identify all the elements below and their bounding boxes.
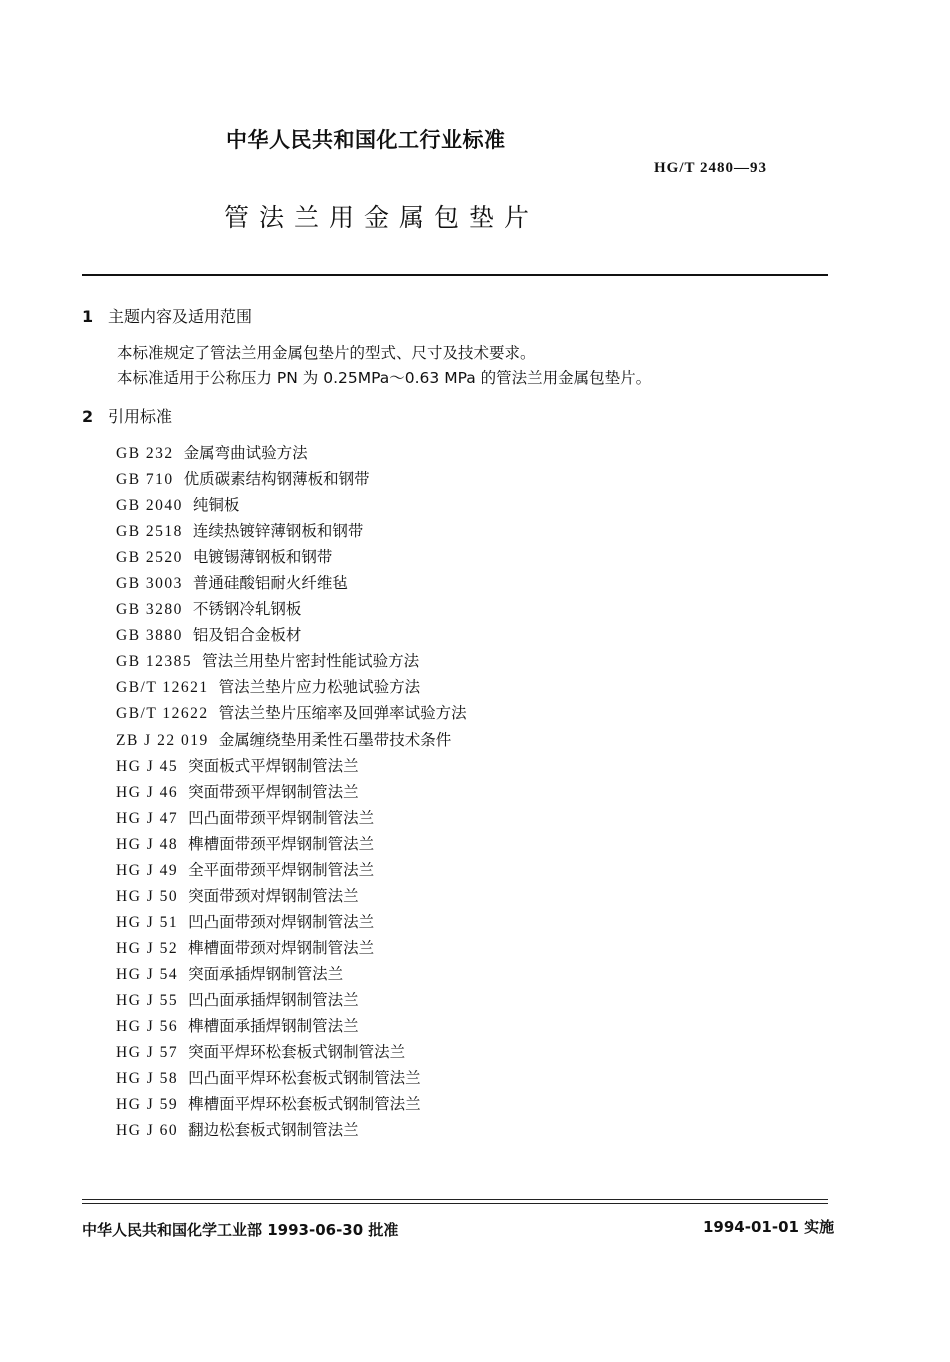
reference-code: HG J 47 xyxy=(116,809,179,827)
reference-title: 突面带颈平焊钢制管法兰 xyxy=(188,782,359,801)
reference-title: 管法兰垫片应力松驰试验方法 xyxy=(218,678,421,697)
reference-code: GB 3880 xyxy=(116,627,183,645)
reference-code: HG J 50 xyxy=(116,887,179,905)
reference-title: 不锈钢冷轧钢板 xyxy=(192,600,302,619)
reference-item xyxy=(116,909,467,935)
reference-title: 全平面带颈平焊钢制管法兰 xyxy=(188,860,375,879)
reference-code: GB/T 12622 xyxy=(116,705,209,723)
reference-item xyxy=(116,518,467,544)
reference-title: 管法兰垫片压缩率及回弹率试验方法 xyxy=(218,704,467,723)
reference-item xyxy=(116,492,467,518)
reference-code: GB 2040 xyxy=(116,497,183,515)
top-divider xyxy=(82,274,828,276)
reference-title: 凹凸面带颈对焊钢制管法兰 xyxy=(188,912,375,931)
reference-title: 连续热镀锌薄钢板和钢带 xyxy=(192,522,364,541)
reference-title: 凹凸面平焊环松套板式钢制管法兰 xyxy=(188,1069,421,1088)
reference-item xyxy=(116,961,467,987)
reference-code: HG J 59 xyxy=(116,1096,179,1114)
reference-code: HG J 52 xyxy=(116,939,179,957)
reference-title: 翻边松套板式钢制管法兰 xyxy=(188,1121,359,1140)
reference-item xyxy=(116,935,467,961)
reference-item xyxy=(116,622,467,648)
approval-line: 中华人民共和国化学工业部 1993-06-30 批准 xyxy=(82,1221,399,1239)
reference-title: 凹凸面带颈平焊钢制管法兰 xyxy=(188,808,375,827)
reference-title: 突面板式平焊钢制管法兰 xyxy=(188,756,359,775)
reference-item xyxy=(116,1039,467,1065)
reference-code: HG J 49 xyxy=(116,861,179,879)
reference-item xyxy=(116,440,467,466)
section-1-paragraph-1: 本标准规定了管法兰用金属包垫片的型式、尺寸及技术要求。 xyxy=(117,344,536,362)
reference-title: 金属弯曲试验方法 xyxy=(183,444,308,462)
reference-code: GB 710 xyxy=(116,471,174,489)
reference-code: HG J 48 xyxy=(116,835,179,853)
reference-title: 突面平焊环松套板式钢制管法兰 xyxy=(188,1043,406,1062)
reference-item xyxy=(116,857,467,883)
reference-code: HG J 45 xyxy=(116,757,179,775)
reference-title: 榫槽面带颈平焊钢制管法兰 xyxy=(188,834,375,853)
section-2-number: 2 xyxy=(82,407,94,426)
reference-item xyxy=(116,700,467,726)
reference-item xyxy=(116,805,467,831)
section-1-number: 1 xyxy=(82,307,94,326)
reference-item xyxy=(116,753,467,779)
reference-title: 突面带颈对焊钢制管法兰 xyxy=(188,886,359,905)
reference-code: HG J 60 xyxy=(116,1122,179,1140)
reference-title: 榫槽面承插焊钢制管法兰 xyxy=(188,1017,359,1036)
reference-title: 管法兰用垫片密封性能试验方法 xyxy=(202,652,420,671)
reference-code: HG J 54 xyxy=(116,965,179,983)
reference-item xyxy=(116,987,467,1013)
reference-code: GB 232 xyxy=(116,445,174,462)
reference-item xyxy=(116,466,467,492)
reference-title: 凹凸面承插焊钢制管法兰 xyxy=(188,990,359,1009)
reference-item xyxy=(116,779,467,805)
reference-code: HG J 55 xyxy=(116,991,179,1009)
reference-code: HG J 46 xyxy=(116,783,179,801)
reference-code: HG J 51 xyxy=(116,913,179,931)
reference-item xyxy=(116,544,467,570)
reference-item xyxy=(116,648,467,674)
reference-code: GB/T 12621 xyxy=(116,679,209,697)
reference-code: GB 3280 xyxy=(116,601,183,619)
reference-code: GB 2518 xyxy=(116,523,183,541)
reference-item xyxy=(116,570,467,596)
reference-item xyxy=(116,883,467,909)
footer-divider-bottom xyxy=(82,1203,828,1204)
reference-title: 纯铜板 xyxy=(192,496,240,515)
reference-item xyxy=(116,1013,467,1039)
reference-title: 铝及铝合金板材 xyxy=(192,626,302,645)
reference-code: GB 3003 xyxy=(116,575,183,593)
section-1-heading xyxy=(82,304,252,327)
reference-item xyxy=(116,596,467,622)
reference-title: 突面承插焊钢制管法兰 xyxy=(188,964,344,983)
document-title: 管法兰用金属包垫片 xyxy=(224,203,540,232)
reference-list xyxy=(116,440,467,1143)
reference-code: HG J 56 xyxy=(116,1018,179,1036)
reference-item xyxy=(116,727,467,753)
reference-item xyxy=(116,831,467,857)
reference-code: GB 12385 xyxy=(116,653,193,671)
section-1-paragraph-2: 本标准适用于公称压力 PN 为 0.25MPa～0.63 MPa 的管法兰用金属包垫片。 xyxy=(117,369,652,387)
section-2-title: 引用标准 xyxy=(108,407,173,426)
reference-item xyxy=(116,1117,467,1143)
standard-title: 中华人民共和国化工行业标准 xyxy=(226,128,506,152)
reference-title: 优质碳素结构钢薄板和钢带 xyxy=(183,470,370,489)
reference-title: 电镀锡薄钢板和钢带 xyxy=(192,548,333,567)
reference-title: 榫槽面带颈对焊钢制管法兰 xyxy=(188,938,375,957)
section-2-heading xyxy=(82,404,172,427)
reference-title: 普通硅酸铝耐火纤维毡 xyxy=(192,574,348,593)
reference-item xyxy=(116,1065,467,1091)
reference-item xyxy=(116,1091,467,1117)
reference-code: HG J 58 xyxy=(116,1070,179,1088)
effective-date: 1994-01-01 实施 xyxy=(703,1218,835,1236)
standard-code: HG/T 2480—93 xyxy=(654,160,767,176)
reference-title: 金属缠绕垫用柔性石墨带技术条件 xyxy=(218,730,452,749)
reference-item xyxy=(116,674,467,700)
footer-divider-top xyxy=(82,1199,828,1200)
section-1-title: 主题内容及适用范围 xyxy=(108,307,253,326)
reference-code: HG J 57 xyxy=(116,1044,179,1062)
reference-title: 榫槽面平焊环松套板式钢制管法兰 xyxy=(188,1095,421,1114)
reference-code: GB 2520 xyxy=(116,549,183,567)
reference-code: ZB J 22 019 xyxy=(116,731,209,749)
